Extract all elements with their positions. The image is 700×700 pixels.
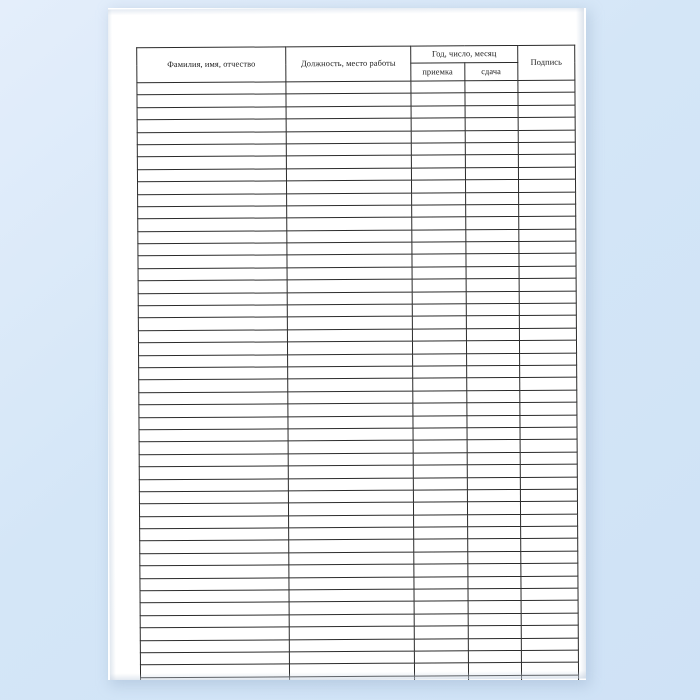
cell-date-returned[interactable] bbox=[467, 427, 521, 440]
cell-signature[interactable] bbox=[520, 353, 577, 366]
cell-position[interactable] bbox=[286, 168, 411, 181]
cell-signature[interactable] bbox=[521, 650, 578, 663]
cell-date-returned[interactable] bbox=[466, 341, 520, 354]
cell-date-returned[interactable] bbox=[466, 378, 520, 391]
cell-date-received[interactable] bbox=[414, 589, 468, 602]
cell-date-received[interactable] bbox=[414, 626, 468, 639]
cell-date-received[interactable] bbox=[411, 81, 465, 94]
cell-date-returned[interactable] bbox=[465, 192, 519, 205]
cell-date-received[interactable] bbox=[412, 242, 466, 255]
cell-full-name[interactable] bbox=[139, 491, 288, 504]
cell-date-received[interactable] bbox=[412, 267, 466, 280]
cell-full-name[interactable] bbox=[140, 664, 289, 677]
cell-date-received[interactable] bbox=[412, 291, 466, 304]
cell-full-name[interactable] bbox=[138, 342, 287, 355]
cell-date-returned[interactable] bbox=[465, 242, 519, 255]
cell-position[interactable] bbox=[289, 651, 414, 664]
cell-full-name[interactable] bbox=[140, 528, 289, 541]
cell-full-name[interactable] bbox=[139, 367, 288, 380]
cell-position[interactable] bbox=[288, 465, 413, 478]
cell-date-returned[interactable] bbox=[468, 638, 522, 651]
cell-position[interactable] bbox=[287, 242, 412, 255]
cell-date-returned[interactable] bbox=[467, 539, 521, 552]
cell-full-name[interactable] bbox=[139, 478, 288, 491]
cell-date-received[interactable] bbox=[413, 490, 467, 503]
cell-date-received[interactable] bbox=[412, 229, 466, 242]
cell-date-received[interactable] bbox=[414, 564, 468, 577]
cell-date-received[interactable] bbox=[414, 514, 468, 527]
cell-date-received[interactable] bbox=[413, 502, 467, 515]
cell-position[interactable] bbox=[289, 552, 414, 565]
cell-date-received[interactable] bbox=[413, 366, 467, 379]
cell-signature[interactable] bbox=[518, 105, 575, 118]
cell-date-returned[interactable] bbox=[466, 303, 520, 316]
cell-date-received[interactable] bbox=[412, 279, 466, 292]
cell-date-received[interactable] bbox=[412, 180, 466, 193]
cell-date-returned[interactable] bbox=[465, 254, 519, 267]
cell-date-received[interactable] bbox=[411, 130, 465, 143]
column-header-date-group: Год, число, месяц bbox=[411, 45, 518, 63]
cell-full-name[interactable] bbox=[138, 255, 287, 268]
cell-date-received[interactable] bbox=[414, 552, 468, 565]
cell-signature[interactable] bbox=[518, 142, 575, 155]
column-header-date-received: приемка bbox=[411, 63, 465, 81]
cell-date-returned[interactable] bbox=[464, 80, 518, 93]
cell-full-name[interactable] bbox=[138, 293, 287, 306]
cell-date-received[interactable] bbox=[412, 341, 466, 354]
cell-date-returned[interactable] bbox=[467, 465, 521, 478]
cell-signature[interactable] bbox=[521, 662, 578, 675]
cell-position[interactable] bbox=[287, 193, 412, 206]
cell-date-received[interactable] bbox=[411, 155, 465, 168]
cell-position[interactable] bbox=[286, 93, 411, 106]
cell-position[interactable] bbox=[286, 118, 411, 131]
cell-signature[interactable] bbox=[518, 154, 575, 167]
cell-position[interactable] bbox=[287, 230, 412, 243]
cell-date-returned[interactable] bbox=[465, 130, 519, 143]
cell-position[interactable] bbox=[286, 106, 411, 119]
cell-date-received[interactable] bbox=[411, 118, 465, 131]
cell-signature[interactable] bbox=[519, 192, 576, 205]
cell-date-returned[interactable] bbox=[466, 316, 520, 329]
cell-position[interactable] bbox=[289, 626, 414, 639]
page-edge-top bbox=[108, 8, 584, 15]
cell-date-received[interactable] bbox=[412, 205, 466, 218]
cell-date-returned[interactable] bbox=[467, 477, 521, 490]
cell-date-returned[interactable] bbox=[467, 576, 521, 589]
cell-position[interactable] bbox=[287, 304, 412, 317]
cell-date-received[interactable] bbox=[414, 539, 468, 552]
cell-signature[interactable] bbox=[519, 241, 576, 254]
cell-date-returned[interactable] bbox=[466, 279, 520, 292]
cell-signature[interactable] bbox=[520, 390, 577, 403]
cell-position[interactable] bbox=[287, 205, 412, 218]
cell-date-returned[interactable] bbox=[467, 527, 521, 540]
cell-signature[interactable] bbox=[520, 452, 577, 465]
cell-position[interactable] bbox=[288, 378, 413, 391]
cell-position[interactable] bbox=[288, 440, 413, 453]
cell-date-returned[interactable] bbox=[468, 663, 522, 676]
registration-table bbox=[136, 45, 579, 680]
cell-position[interactable] bbox=[288, 416, 413, 429]
cell-date-received[interactable] bbox=[411, 106, 465, 119]
cell-full-name[interactable] bbox=[138, 305, 287, 318]
cell-position[interactable] bbox=[287, 255, 412, 268]
table-header bbox=[137, 45, 575, 83]
cell-date-received[interactable] bbox=[411, 168, 465, 181]
cell-date-received[interactable] bbox=[412, 254, 466, 267]
cell-full-name[interactable] bbox=[140, 590, 289, 603]
cell-position[interactable] bbox=[289, 515, 414, 528]
cell-position[interactable] bbox=[286, 155, 411, 168]
document-page bbox=[108, 8, 586, 680]
registration-table-wrapper bbox=[136, 45, 563, 680]
cell-full-name[interactable] bbox=[140, 553, 289, 566]
cell-full-name[interactable] bbox=[138, 268, 287, 281]
cell-date-received[interactable] bbox=[414, 651, 468, 664]
cell-position[interactable] bbox=[287, 341, 412, 354]
column-header-signature: Подпись bbox=[518, 45, 575, 80]
cell-date-received[interactable] bbox=[414, 638, 468, 651]
cell-full-name[interactable] bbox=[138, 317, 287, 330]
cell-full-name[interactable] bbox=[140, 540, 289, 553]
cell-full-name[interactable] bbox=[137, 82, 286, 95]
cell-date-received[interactable] bbox=[414, 576, 468, 589]
cell-position[interactable] bbox=[288, 403, 413, 416]
cell-position[interactable] bbox=[286, 131, 411, 144]
cell-position[interactable] bbox=[287, 180, 412, 193]
cell-full-name[interactable] bbox=[137, 156, 286, 169]
column-header-date-returned: сдача bbox=[464, 62, 518, 80]
cell-date-received[interactable] bbox=[413, 403, 467, 416]
cell-date-returned[interactable] bbox=[467, 502, 521, 515]
cell-position[interactable] bbox=[287, 279, 412, 292]
cell-date-returned[interactable] bbox=[466, 403, 520, 416]
cell-position[interactable] bbox=[288, 428, 413, 441]
cell-date-received[interactable] bbox=[413, 415, 467, 428]
cell-position[interactable] bbox=[288, 354, 413, 367]
cell-date-returned[interactable] bbox=[465, 118, 519, 131]
cell-full-name[interactable] bbox=[140, 516, 289, 529]
cell-signature[interactable] bbox=[521, 514, 578, 527]
cell-signature[interactable] bbox=[519, 291, 576, 304]
cell-full-name[interactable] bbox=[138, 206, 287, 219]
cell-full-name[interactable] bbox=[138, 218, 287, 231]
column-header-full-name: Фамилия, имя, отчество bbox=[137, 47, 286, 83]
cell-signature[interactable] bbox=[519, 316, 576, 329]
cell-date-received[interactable] bbox=[411, 143, 465, 156]
cell-date-returned[interactable] bbox=[464, 93, 518, 106]
cell-date-returned[interactable] bbox=[466, 353, 520, 366]
cell-date-returned[interactable] bbox=[468, 601, 522, 614]
page-edge-left bbox=[108, 9, 116, 680]
table-body bbox=[137, 80, 579, 680]
cell-date-received[interactable] bbox=[413, 378, 467, 391]
cell-signature[interactable] bbox=[519, 229, 576, 242]
page-content bbox=[108, 8, 586, 680]
cell-position[interactable] bbox=[288, 391, 413, 404]
cell-signature[interactable] bbox=[519, 340, 576, 353]
cell-full-name[interactable] bbox=[140, 652, 289, 665]
cell-signature[interactable] bbox=[519, 278, 576, 291]
cell-date-received[interactable] bbox=[413, 477, 467, 490]
cell-date-returned[interactable] bbox=[467, 440, 521, 453]
cell-signature[interactable] bbox=[521, 588, 578, 601]
cell-position[interactable] bbox=[287, 217, 412, 230]
cell-date-returned[interactable] bbox=[467, 452, 521, 465]
cell-date-received[interactable] bbox=[414, 614, 468, 627]
cell-full-name[interactable] bbox=[138, 231, 287, 244]
cell-full-name[interactable] bbox=[140, 602, 289, 615]
cell-signature[interactable] bbox=[520, 377, 577, 390]
cell-signature[interactable] bbox=[521, 526, 578, 539]
cell-full-name[interactable] bbox=[140, 627, 289, 640]
cell-full-name[interactable] bbox=[137, 144, 286, 157]
cell-signature[interactable] bbox=[518, 130, 575, 143]
cell-full-name[interactable] bbox=[138, 330, 287, 343]
cell-full-name[interactable] bbox=[139, 503, 288, 516]
cell-signature[interactable] bbox=[520, 464, 577, 477]
cell-full-name[interactable] bbox=[138, 243, 287, 256]
cell-position[interactable] bbox=[289, 540, 414, 553]
cell-position[interactable] bbox=[288, 453, 413, 466]
cell-date-returned[interactable] bbox=[465, 105, 519, 118]
cell-full-name[interactable] bbox=[137, 107, 286, 120]
cell-date-returned[interactable] bbox=[467, 588, 521, 601]
cell-signature[interactable] bbox=[518, 179, 575, 192]
cell-signature[interactable] bbox=[519, 303, 576, 316]
cell-position[interactable] bbox=[290, 676, 415, 680]
cell-signature[interactable] bbox=[521, 539, 578, 552]
cell-position[interactable] bbox=[289, 577, 414, 590]
cell-date-returned[interactable] bbox=[466, 365, 520, 378]
cell-signature[interactable] bbox=[521, 576, 578, 589]
cell-position[interactable] bbox=[288, 490, 413, 503]
cell-signature[interactable] bbox=[519, 216, 576, 229]
cell-position[interactable] bbox=[288, 478, 413, 491]
cell-signature[interactable] bbox=[520, 439, 577, 452]
cell-position[interactable] bbox=[289, 602, 414, 615]
cell-full-name[interactable] bbox=[140, 639, 289, 652]
cell-signature[interactable] bbox=[520, 489, 577, 502]
cell-signature[interactable] bbox=[521, 551, 578, 564]
cell-date-returned[interactable] bbox=[468, 613, 522, 626]
cell-date-returned[interactable] bbox=[468, 626, 522, 639]
cell-date-received[interactable] bbox=[411, 93, 465, 106]
cell-signature[interactable] bbox=[521, 613, 578, 626]
cell-date-received[interactable] bbox=[412, 329, 466, 342]
cell-signature[interactable] bbox=[521, 638, 578, 651]
cell-date-received[interactable] bbox=[412, 217, 466, 230]
cell-signature[interactable] bbox=[520, 501, 577, 514]
cell-signature[interactable] bbox=[519, 266, 576, 279]
cell-date-received[interactable] bbox=[412, 192, 466, 205]
cell-full-name[interactable] bbox=[139, 441, 288, 454]
cell-date-returned[interactable] bbox=[466, 328, 520, 341]
cell-position[interactable] bbox=[288, 502, 413, 515]
cell-full-name[interactable] bbox=[139, 379, 288, 392]
cell-position[interactable] bbox=[288, 366, 413, 379]
cell-full-name[interactable] bbox=[140, 565, 289, 578]
cell-date-received[interactable] bbox=[412, 316, 466, 329]
cell-full-name[interactable] bbox=[137, 169, 286, 182]
cell-full-name[interactable] bbox=[139, 392, 288, 405]
cell-date-returned[interactable] bbox=[468, 675, 522, 680]
cell-date-received[interactable] bbox=[412, 304, 466, 317]
cell-position[interactable] bbox=[289, 564, 414, 577]
cell-position[interactable] bbox=[289, 527, 414, 540]
cell-full-name[interactable] bbox=[139, 454, 288, 467]
cell-date-returned[interactable] bbox=[465, 155, 519, 168]
cell-signature[interactable] bbox=[520, 365, 577, 378]
cell-date-returned[interactable] bbox=[465, 167, 519, 180]
cell-date-returned[interactable] bbox=[465, 204, 519, 217]
cell-signature[interactable] bbox=[519, 204, 576, 217]
cell-position[interactable] bbox=[289, 589, 414, 602]
cell-date-received[interactable] bbox=[413, 465, 467, 478]
cell-date-returned[interactable] bbox=[466, 266, 520, 279]
cell-position[interactable] bbox=[287, 292, 412, 305]
cell-date-returned[interactable] bbox=[465, 142, 519, 155]
cell-date-returned[interactable] bbox=[467, 489, 521, 502]
cell-full-name[interactable] bbox=[137, 94, 286, 107]
cell-signature[interactable] bbox=[522, 675, 579, 680]
cell-full-name[interactable] bbox=[138, 280, 287, 293]
cell-date-received[interactable] bbox=[413, 452, 467, 465]
cell-date-received[interactable] bbox=[415, 676, 469, 680]
cell-position[interactable] bbox=[286, 143, 411, 156]
cell-date-returned[interactable] bbox=[465, 180, 519, 193]
cell-date-returned[interactable] bbox=[466, 415, 520, 428]
cell-full-name[interactable] bbox=[138, 193, 287, 206]
cell-signature[interactable] bbox=[518, 167, 575, 180]
cell-signature[interactable] bbox=[520, 402, 577, 415]
cell-signature[interactable] bbox=[518, 80, 575, 93]
cell-full-name[interactable] bbox=[137, 131, 286, 144]
cell-full-name[interactable] bbox=[139, 354, 288, 367]
cell-position[interactable] bbox=[289, 663, 414, 676]
cell-signature[interactable] bbox=[520, 427, 577, 440]
cell-position[interactable] bbox=[287, 317, 412, 330]
cell-full-name[interactable] bbox=[137, 119, 286, 132]
cell-date-returned[interactable] bbox=[467, 551, 521, 564]
cell-date-returned[interactable] bbox=[467, 564, 521, 577]
cell-date-received[interactable] bbox=[413, 353, 467, 366]
cell-date-returned[interactable] bbox=[467, 514, 521, 527]
column-header-position: Должность, место работы bbox=[286, 46, 411, 82]
cell-full-name[interactable] bbox=[139, 466, 288, 479]
cell-full-name[interactable] bbox=[139, 404, 288, 417]
cell-full-name[interactable] bbox=[140, 577, 289, 590]
cell-position[interactable] bbox=[289, 614, 414, 627]
cell-full-name[interactable] bbox=[141, 677, 290, 680]
cell-date-returned[interactable] bbox=[465, 217, 519, 230]
cell-full-name[interactable] bbox=[139, 416, 288, 429]
cell-position[interactable] bbox=[287, 267, 412, 280]
cell-date-returned[interactable] bbox=[466, 291, 520, 304]
cell-position[interactable] bbox=[289, 639, 414, 652]
cell-signature[interactable] bbox=[519, 328, 576, 341]
cell-position[interactable] bbox=[286, 81, 411, 94]
cell-date-received[interactable] bbox=[414, 527, 468, 540]
cell-date-returned[interactable] bbox=[465, 229, 519, 242]
cell-date-received[interactable] bbox=[413, 440, 467, 453]
cell-date-returned[interactable] bbox=[466, 390, 520, 403]
cell-date-returned[interactable] bbox=[468, 650, 522, 663]
cell-signature[interactable] bbox=[521, 600, 578, 613]
cell-full-name[interactable] bbox=[138, 181, 287, 194]
cell-signature[interactable] bbox=[520, 477, 577, 490]
cell-signature[interactable] bbox=[518, 117, 575, 130]
cell-full-name[interactable] bbox=[140, 615, 289, 628]
cell-date-received[interactable] bbox=[414, 601, 468, 614]
cell-signature[interactable] bbox=[521, 563, 578, 576]
cell-date-received[interactable] bbox=[413, 391, 467, 404]
cell-full-name[interactable] bbox=[139, 429, 288, 442]
cell-signature[interactable] bbox=[519, 254, 576, 267]
cell-date-received[interactable] bbox=[413, 428, 467, 441]
cell-signature[interactable] bbox=[520, 415, 577, 428]
cell-date-received[interactable] bbox=[414, 663, 468, 676]
cell-position[interactable] bbox=[287, 329, 412, 342]
cell-signature[interactable] bbox=[521, 625, 578, 638]
cell-signature[interactable] bbox=[518, 92, 575, 105]
